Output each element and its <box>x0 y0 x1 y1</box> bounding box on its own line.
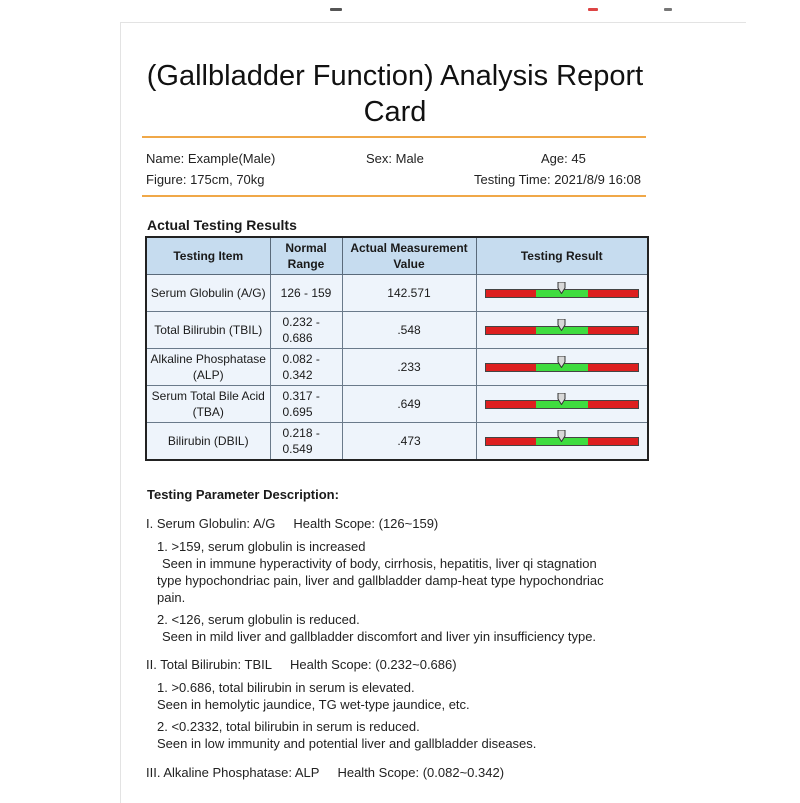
top-edge-mark-3 <box>664 8 672 11</box>
top-edge-mark-1 <box>330 8 342 11</box>
gauge-pointer-icon <box>557 430 566 442</box>
section-2-point-1: 1. >0.686, total bilirubin in serum is elevated. <box>157 680 415 695</box>
testing-result-cell <box>476 423 648 461</box>
section-3-name: III. Alkaline Phosphatase: ALP <box>146 765 320 780</box>
header-actual-value: Actual Measurement Value <box>342 237 476 275</box>
section-2-point-1-line-a: Seen in hemolytic jaundice, TG wet-type jaundice, etc. <box>157 697 470 712</box>
results-table <box>145 236 649 461</box>
testing-result-cell <box>476 349 648 386</box>
testing-result-cell <box>476 275 648 312</box>
measurement-value-cell: 142.571 <box>342 275 476 312</box>
normal-range-cell: 0.218 - 0.549 <box>270 423 342 461</box>
description-title: Testing Parameter Description: <box>147 487 339 502</box>
section-3-scope: Health Scope: (0.082~0.342) <box>337 765 505 780</box>
testing-item-cell: Serum Globulin (A/G) <box>146 275 270 312</box>
normal-range-cell: 126 - 159 <box>270 275 342 312</box>
testing-item-cell: Alkaline Phosphatase (ALP) <box>146 349 270 386</box>
testing-time: Testing Time: 2021/8/9 16:08 <box>474 172 641 187</box>
section-1-point-1-line-c: pain. <box>157 590 186 605</box>
header-testing-result: Testing Result <box>476 237 648 275</box>
section-3-heading <box>146 764 504 781</box>
normal-range-cell: 0.082 - 0.342 <box>270 349 342 386</box>
section-2-point-2: 2. <0.2332, total bilirubin in serum is reduced. <box>157 719 420 734</box>
header-testing-item: Testing Item <box>146 237 270 275</box>
measurement-value-cell: .548 <box>342 312 476 349</box>
result-gauge <box>485 400 639 409</box>
section-2-scope: Health Scope: (0.232~0.686) <box>289 657 457 672</box>
patient-name: Name: Example(Male) <box>146 151 276 166</box>
result-gauge <box>485 326 639 335</box>
report-title-line1: (Gallbladder Function) Analysis Report <box>146 60 644 92</box>
section-2-point-2-line-a: Seen in low immunity and potential liver and gallbladder diseases. <box>157 736 537 751</box>
section-1-point-1: 1. >159, serum globulin is increased <box>157 539 366 554</box>
title-divider <box>142 136 646 138</box>
gauge-pointer-icon <box>557 356 566 368</box>
gauge-pointer-icon <box>557 393 566 405</box>
section-1-scope: Health Scope: (126~159) <box>293 516 439 531</box>
table-row <box>146 312 648 349</box>
testing-result-cell <box>476 386 648 423</box>
testing-result-cell <box>476 312 648 349</box>
measurement-value-cell: .233 <box>342 349 476 386</box>
info-divider <box>142 195 646 197</box>
table-row <box>146 386 648 423</box>
table-row <box>146 423 648 461</box>
result-gauge <box>485 437 639 446</box>
testing-item-cell: Bilirubin (DBIL) <box>146 423 270 461</box>
section-1-name: I. Serum Globulin: A/G <box>146 516 276 531</box>
measurement-value-cell: .649 <box>342 386 476 423</box>
gauge-pointer-icon <box>557 319 566 331</box>
result-gauge <box>485 363 639 372</box>
patient-figure: Figure: 175cm, 70kg <box>146 172 265 187</box>
header-normal-range: Normal Range <box>270 237 342 275</box>
section-2-heading <box>146 656 457 673</box>
report-title <box>130 58 660 130</box>
normal-range-cell: 0.317 - 0.695 <box>270 386 342 423</box>
section-1-point-2: 2. <126, serum globulin is reduced. <box>157 612 360 627</box>
measurement-value-cell: .473 <box>342 423 476 461</box>
testing-item-cell: Total Bilirubin (TBIL) <box>146 312 270 349</box>
results-header-row <box>146 237 648 275</box>
normal-range-cell: 0.232 - 0.686 <box>270 312 342 349</box>
section-1-point-1-line-b: type hypochondriac pain, liver and gallbladder damp-heat type hypochondriac <box>157 573 604 588</box>
table-row <box>146 349 648 386</box>
section-2-name: II. Total Bilirubin: TBIL <box>146 657 272 672</box>
patient-age: Age: 45 <box>541 151 586 166</box>
patient-sex: Sex: Male <box>366 151 424 166</box>
gauge-pointer-icon <box>557 282 566 294</box>
section-1-point-2-line-a: Seen in mild liver and gallbladder discomfort and liver yin insufficiency type. <box>162 629 597 644</box>
result-gauge <box>485 289 639 298</box>
testing-item-cell: Serum Total Bile Acid (TBA) <box>146 386 270 423</box>
section-1-heading <box>146 515 438 532</box>
section-1-point-1-line-a: Seen in immune hyperactivity of body, cirrhosis, hepatitis, liver qi stagnation <box>162 556 597 571</box>
results-section-title: Actual Testing Results <box>147 217 297 233</box>
table-row <box>146 275 648 312</box>
top-edge-mark-2 <box>588 8 598 11</box>
report-title-line2: Card <box>363 96 427 128</box>
